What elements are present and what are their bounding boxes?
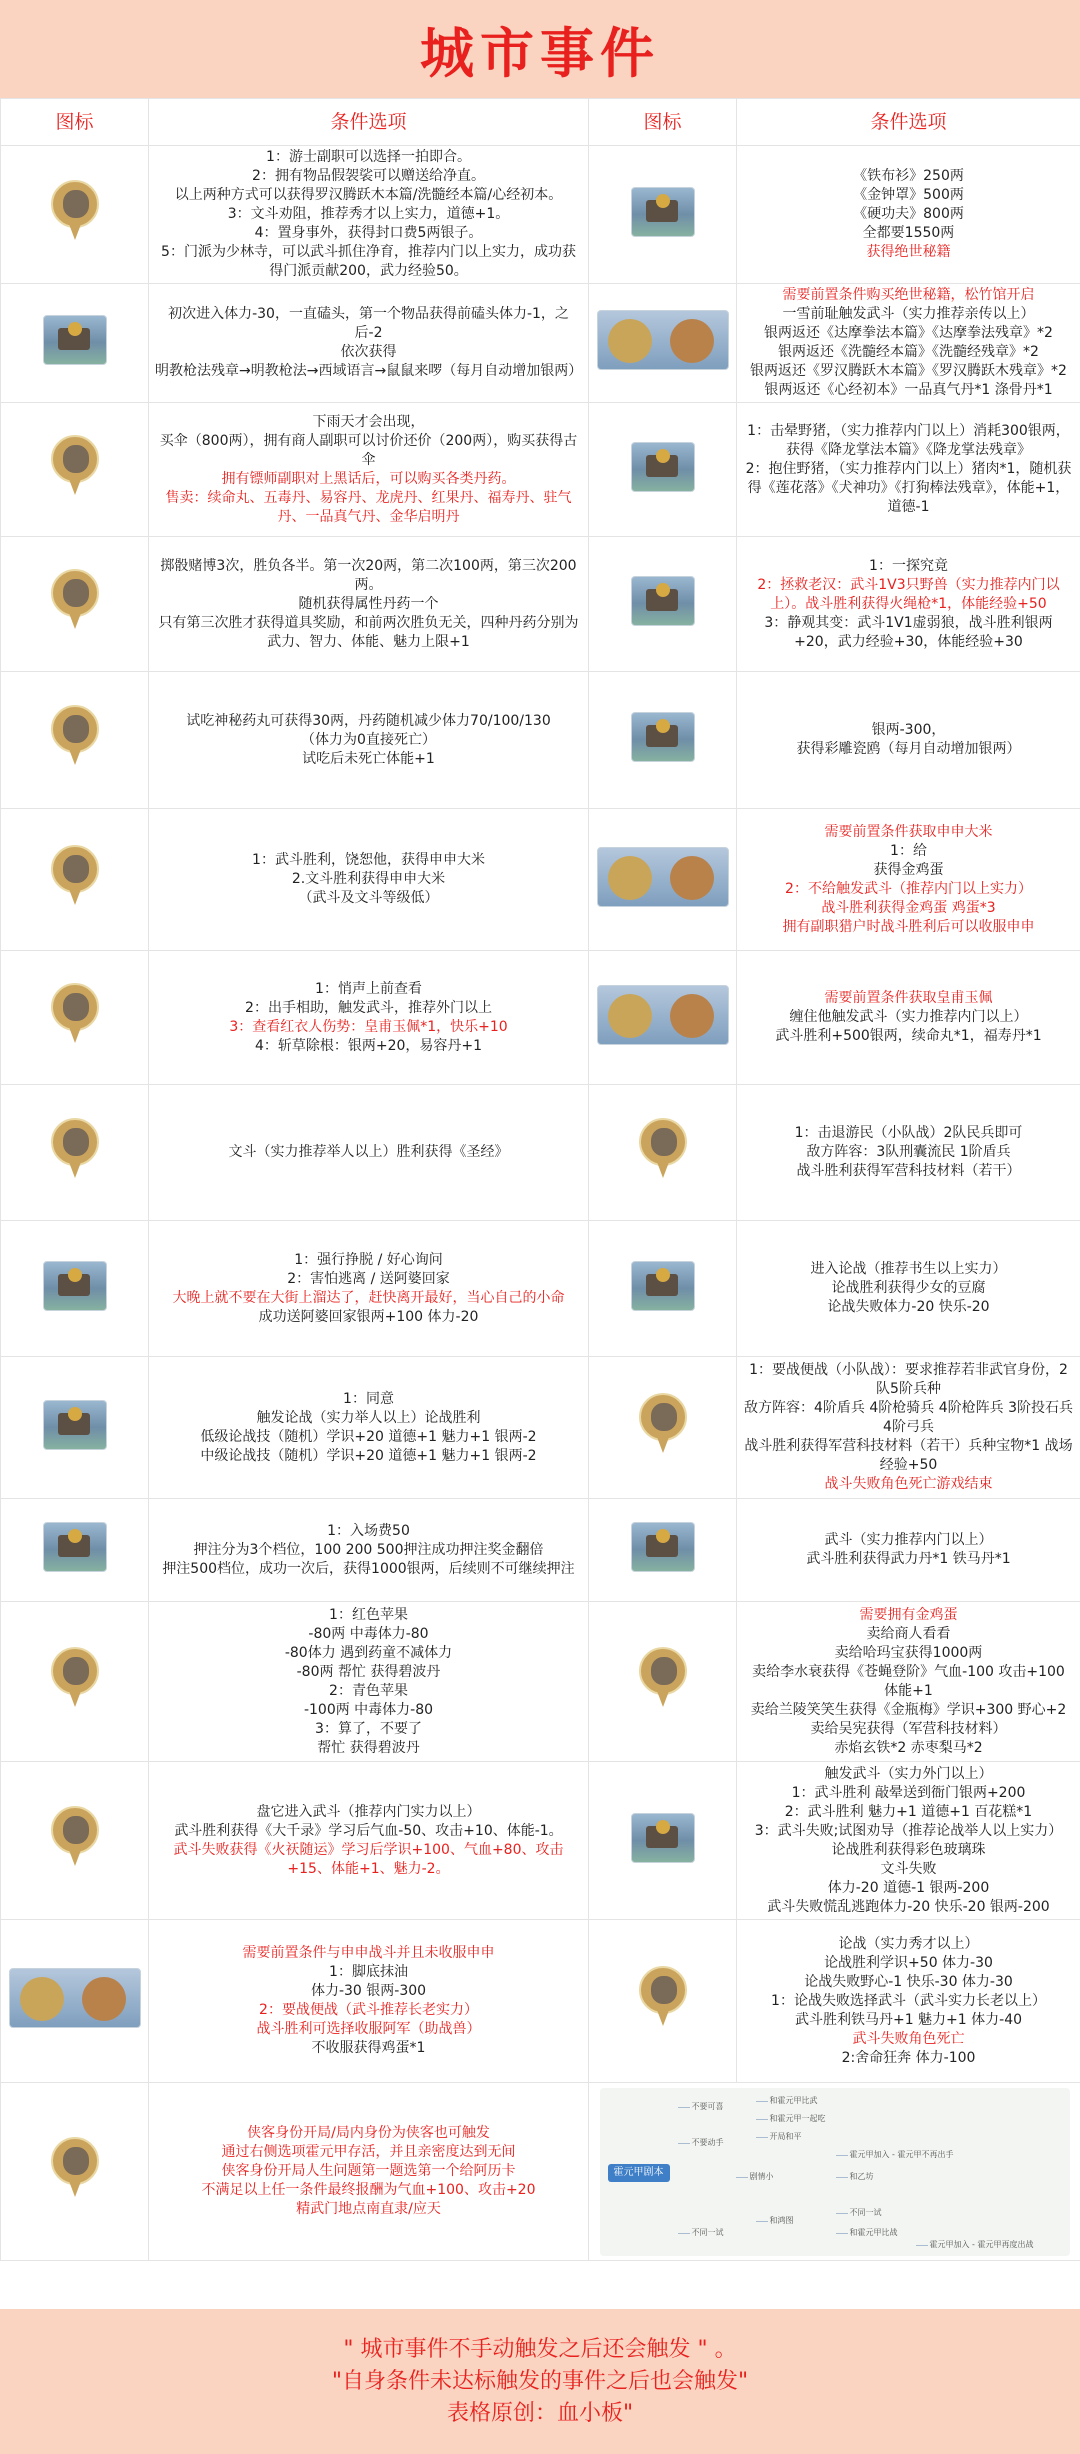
conditions-left — [149, 1920, 589, 2083]
conditions-left — [149, 1762, 589, 1920]
mind-map-node: 剧情小 — [749, 2171, 774, 2181]
table-row — [1, 809, 1080, 951]
condition-line: 2：不给触发武斗（推荐内门以上实力） — [785, 880, 1032, 897]
condition-line: 明教枪法残章→明教枪法→西域语言→鼠鼠来啰（每月自动增加银两） — [155, 363, 583, 379]
icon-cell-left — [1, 1085, 149, 1221]
conditions-right — [737, 672, 1080, 809]
icon-cell-left — [1, 951, 149, 1085]
mind-map-node: 开局和平 — [769, 2131, 802, 2141]
icon-cell-right — [589, 1357, 737, 1499]
condition-line: 需要前置条件购买绝世秘籍，松竹馆开启 — [782, 287, 1035, 303]
condition-line: -80两 中毒体力-80 — [308, 1625, 429, 1642]
condition-line: 卖给哈玛宝获得1000两 — [834, 1644, 983, 1661]
mind-map-node: 霍元甲加入 - 霍元甲再度出战 — [929, 2239, 1034, 2249]
condition-line: 1：击晕野猪，（实力推荐内门以上）消耗300银两，获得《降龙掌法本篇》《降龙掌法残章》 — [747, 423, 1070, 458]
merchant-icon[interactable] — [49, 435, 101, 499]
condition-line: 赤焰玄铁*2 赤枣梨马*2 — [834, 1739, 983, 1756]
mind-map-node: 不同一试 — [691, 2227, 724, 2237]
condition-line: 战斗失败角色死亡游戏结束 — [824, 1476, 993, 1492]
conditions-right — [737, 146, 1080, 284]
condition-line: 论战胜利获得彩色玻璃珠 — [831, 1841, 986, 1858]
icon-cell-right — [589, 1762, 737, 1920]
table-body — [1, 146, 1080, 2261]
conditions-left — [149, 1085, 589, 1221]
mind-map-connector — [678, 2107, 690, 2108]
conditions-right — [737, 1499, 1080, 1602]
condition-line: 1：给 — [890, 842, 927, 859]
header-icon-left: 图标 — [1, 99, 149, 146]
table-row — [1, 672, 1080, 809]
condition-line: 掷骰赌博3次，胜负各半。第一次20两，第二次100两，第三次200两。 — [160, 557, 577, 593]
mind-map-connector — [836, 2213, 848, 2214]
condition-line: 4：斩草除根：银两+20，易容丹+1 — [254, 1037, 483, 1054]
conditions-left — [149, 1221, 589, 1357]
icon-cell-right — [589, 1221, 737, 1357]
condition-line: 2：武斗胜利 魅力+1 道德+1 百花糕*1 — [784, 1803, 1033, 1820]
table-row — [1, 537, 1080, 672]
condition-line: 1：一探究竟 — [869, 557, 948, 574]
mind-map-connector — [678, 2143, 690, 2144]
condition-line: 论战胜利获得少女的豆腐 — [831, 1280, 986, 1296]
conditions-left — [149, 1602, 589, 1762]
mind-map-node: 和鸿图 — [769, 2215, 794, 2225]
two-portraits-icon[interactable] — [597, 310, 729, 370]
conditions-left — [149, 2083, 589, 2261]
condition-line: 以上两种方式可以获得罗汉腾跃木本篇/洗髓经本篇/心经初本。 — [174, 187, 563, 203]
condition-line: 卖给李水衰获得《苍蝇登阶》气血-100 攻击+100 体能+1 — [752, 1663, 1065, 1699]
lady-portrait-icon[interactable] — [631, 442, 695, 492]
icon-cell-left — [1, 809, 149, 951]
mountain-scene-icon[interactable] — [631, 576, 695, 626]
condition-line: 文斗（实力推荐举人以上）胜利获得《圣经》 — [228, 1144, 509, 1160]
icon-cell-right — [589, 1499, 737, 1602]
condition-line: 2：要战便战（武斗推荐长老实力） — [259, 2002, 478, 2018]
conditions-left — [149, 1357, 589, 1499]
village-girl-icon[interactable] — [49, 845, 101, 909]
mind-map-connector — [756, 2101, 768, 2102]
condition-line: 侠客身份开局人生问题第一题选第一个给阿历卡 — [221, 2163, 516, 2179]
condition-line: 触发武斗（实力外门以上） — [824, 1765, 993, 1782]
condition-line: 1：同意 — [343, 1390, 394, 1407]
bearded-warrior-icon[interactable] — [631, 1813, 695, 1863]
young-hero-icon[interactable] — [49, 2137, 101, 2201]
condition-line: 初次进入体力-30，一直磕头，第一个物品获得前磕头体力-1，之后-2 — [168, 306, 569, 341]
mind-map-connector — [756, 2119, 768, 2120]
condition-line: 敌方阵容：3队刑囊流民 1阶盾兵 — [806, 1144, 1011, 1160]
title-banner — [0, 0, 1080, 98]
table-row — [1, 1085, 1080, 1221]
condition-line: 2：拯救老汉：武斗1V3只野兽（实力推荐内门以上）。战斗胜利获得火绳枪*1，体能经验+50 — [757, 576, 1060, 612]
table-row — [1, 1602, 1080, 1762]
table-row — [1, 284, 1080, 403]
icon-cell-left — [1, 1602, 149, 1762]
condition-line: 论战（实力秀才以上） — [838, 1935, 979, 1952]
condition-line: 1：论战失败选择武斗（武斗实力长老以上） — [771, 1992, 1046, 2009]
official-icon[interactable] — [631, 1261, 695, 1311]
conditions-left — [149, 951, 589, 1085]
framed-portraits-icon[interactable] — [597, 985, 729, 1045]
bandit-icon[interactable] — [49, 983, 101, 1047]
condition-line: 中级论战技（随机）学识+20 道德+1 魅力+1 银两-2 — [200, 1447, 537, 1464]
condition-line: 依次获得 — [340, 344, 397, 360]
icon-cell-right — [589, 1920, 737, 2083]
condition-line: 试吃神秘药丸可获得30两，丹药随机减少体力70/100/130 — [186, 712, 551, 729]
footer-note — [0, 2309, 1080, 2454]
condition-line: 1：入场费50 — [327, 1522, 410, 1539]
condition-line: 战斗胜利获得金鸡蛋 鸡蛋*3 — [821, 899, 996, 916]
icon-cell-right — [589, 2083, 1080, 2261]
mind-map-node: 和乙坊 — [849, 2171, 874, 2181]
street-scene-icon[interactable] — [43, 1261, 107, 1311]
conditions-left — [149, 672, 589, 809]
condition-line: 3：文斗劝阻，推荐秀才以上实力，道德+1。 — [227, 206, 510, 222]
condition-line: 武斗失败慌乱逃跑体力-20 快乐-20 银两-200 — [767, 1898, 1050, 1915]
condition-line: 一雪前耻触发武斗（实力推荐亲传以上） — [782, 306, 1035, 322]
condition-line: 武斗胜利获得《大千录》学习后气血-50、攻击+10、体能-1。 — [174, 1822, 563, 1839]
condition-line: 买伞（800两），拥有商人副职可以讨价还价（200两），购买获得古伞 — [159, 432, 578, 468]
table-row — [1, 1762, 1080, 1920]
condition-line: 武斗（实力推荐内门以上） — [824, 1532, 993, 1548]
conditions-left — [149, 284, 589, 403]
conditions-right — [737, 1085, 1080, 1221]
condition-line: 需要前置条件获取皇甫玉佩 — [824, 990, 993, 1006]
pill-seller-icon[interactable] — [49, 705, 101, 769]
condition-line: 2：拥有物品假袈裟可以赠送给净直。 — [252, 168, 485, 184]
condition-line: 2：出手相助，触发武斗，推荐外门以上 — [245, 999, 492, 1016]
mind-map-node: 和霍元甲比战 — [849, 2227, 898, 2237]
condition-line: 下雨天才会出现， — [312, 413, 425, 430]
conditions-left — [149, 809, 589, 951]
conditions-left — [149, 537, 589, 672]
condition-line: 2：青色苹果 — [329, 1682, 408, 1699]
footer-line-2: "自身条件未达标触发的事件之后也会触发" — [331, 2368, 749, 2394]
icon-cell-left — [1, 672, 149, 809]
condition-line: 3：查看红衣人伤势：皇甫玉佩*1，快乐+10 — [229, 1018, 508, 1035]
condition-line: 随机获得属性丹药一个 — [298, 595, 439, 612]
page-title: 城市事件 — [420, 21, 660, 85]
table-row — [1, 1221, 1080, 1357]
condition-line: 3：算了，不要了 — [315, 1720, 422, 1737]
icon-cell-right — [589, 537, 737, 672]
table-row — [1, 403, 1080, 537]
icon-cell-left — [1, 1357, 149, 1499]
condition-line: （武斗及文斗等级低） — [298, 890, 439, 906]
teahouse-icon[interactable] — [43, 1522, 107, 1572]
swordswoman-icon[interactable] — [637, 1966, 689, 2030]
maiden-icon[interactable] — [631, 1522, 695, 1572]
condition-line: 1：悄声上前查看 — [315, 980, 422, 997]
condition-line: 论战失败野心-1 快乐-30 体力-30 — [804, 1973, 1013, 1990]
icon-cell-right — [589, 284, 737, 403]
icon-cell-left — [1, 1499, 149, 1602]
icon-cell-right — [589, 1085, 737, 1221]
condition-line: 1：强行挣脱 / 好心询问 — [294, 1251, 443, 1268]
condition-line: 战斗胜利可选择收服阿军（助战兽） — [256, 2021, 481, 2037]
condition-line: 获得绝世秘籍 — [866, 244, 951, 260]
condition-line: 2:舍命狂奔 体力-100 — [841, 2049, 976, 2066]
condition-line: 武斗失败获得《火祆随运》学习后学识+100、气血+80、攻击+15、体能+1、魅力-2。 — [173, 1841, 564, 1877]
condition-line: 《金钟罩》500两 — [853, 187, 964, 203]
conditions-left — [149, 1499, 589, 1602]
icon-cell-right — [589, 146, 737, 284]
mind-map-connector — [756, 2221, 768, 2222]
condition-line: 拥有副职猎户时战斗胜利后可以收服申申 — [782, 918, 1035, 935]
condition-line: 不满足以上任一条件最终报酬为气血+100、攻击+20 — [201, 2182, 536, 2198]
condition-line: 成功送阿婆回家银两+100 体力-20 — [258, 1308, 479, 1325]
scroll-book-icon[interactable] — [631, 187, 695, 237]
condition-line: -80两 帮忙 获得碧波丹 — [296, 1663, 441, 1680]
icon-cell-right — [589, 672, 737, 809]
condition-line: 获得彩雕瓷鸥（每月自动增加银两） — [796, 741, 1021, 757]
mind-map-connector — [836, 2177, 848, 2178]
condition-line: 1：红色苹果 — [329, 1606, 408, 1623]
mind-map-connector — [678, 2233, 690, 2234]
table-row — [1, 146, 1080, 284]
condition-line: 低级论战技（随机）学识+20 道德+1 魅力+1 银两-2 — [200, 1428, 537, 1445]
condition-line: 精武门地点南直隶/应天 — [296, 2201, 441, 2217]
condition-line: 体力-30 银两-300 — [310, 1983, 427, 1999]
parrot-icon[interactable] — [631, 712, 695, 762]
condition-line: 武斗失败角色死亡 — [852, 2030, 965, 2047]
header-condition-left: 条件选项 — [149, 99, 589, 146]
footer-line-1: " 城市事件不手动触发之后还会触发 " 。 — [343, 2336, 737, 2362]
conditions-right — [737, 1357, 1080, 1499]
condition-line: 拥有镖师副职对上黑话后，可以购买各类丹药。 — [221, 470, 516, 487]
events-table — [0, 98, 1080, 2261]
condition-line: 大晚上就不要在大街上溜达了，赶快离开最好，当心自己的小命 — [172, 1289, 565, 1306]
condition-line: 试吃后未死亡体能+1 — [302, 750, 435, 767]
condition-line: 售卖：续命丸、五毒丹、易容丹、龙虎丹、红果丹、福寿丹、驻气丹、一品真气丹、金华启明丹 — [165, 489, 572, 525]
avatar-monk-icon[interactable] — [49, 180, 101, 244]
condition-line: 1：要战便战（小队战）：要求推荐若非武官身份，2队5阶兵种 — [749, 1362, 1068, 1397]
condition-line: 论战胜利学识+50 体力-30 — [824, 1954, 993, 1971]
table-row — [1, 1499, 1080, 1602]
condition-line: 只有第三次胜才获得道具奖励，和前两次胜负无关，四种丹药分别为武力、智力、体能、魅力上限+1 — [158, 614, 579, 650]
condition-line: 4：置身事外，获得封口费5两银子。 — [254, 225, 483, 241]
condition-line: 银两返还《洗髓经本篇》《洗髓经残章》*2 — [778, 344, 1039, 360]
condition-line: 武斗胜利+500银两，续命丸*1，福寿丹*1 — [775, 1028, 1042, 1044]
mind-map-center: 霍元甲剧本 — [608, 2164, 670, 2182]
gambler-icon[interactable] — [49, 569, 101, 633]
condition-line: 5：门派为少林寺，可以武斗抓住净育，推荐内门以上实力，成功获得门派贡献200，武力经验50。 — [161, 244, 576, 279]
conditions-right — [737, 1762, 1080, 1920]
condition-line: 1：武斗胜利，饶恕他，获得申申大米 — [252, 852, 485, 868]
gate-tower-icon[interactable] — [43, 315, 107, 365]
condition-line: -80体力 遇到药童不减体力 — [284, 1644, 453, 1661]
conditions-left — [149, 146, 589, 284]
conditions-right — [737, 1920, 1080, 2083]
icon-cell-left — [1, 284, 149, 403]
conditions-right — [737, 1602, 1080, 1762]
warrior-icon[interactable] — [637, 1118, 689, 1182]
condition-line: 3：武斗失败;试图劝导（推荐论战举人以上实力） — [754, 1822, 1063, 1839]
mind-map-node: 不同一试 — [849, 2207, 882, 2217]
condition-line: 盘它进入武斗（推荐内门实力以上） — [256, 1803, 481, 1820]
icon-cell-left — [1, 1920, 149, 2083]
condition-line: 卖给商人看看 — [866, 1625, 951, 1642]
mind-map-diagram — [600, 2088, 1070, 2256]
mind-map-connector — [756, 2137, 768, 2138]
conditions-right — [737, 1221, 1080, 1357]
icon-cell-left — [1, 1221, 149, 1357]
condition-line: 论战失败体力-20 快乐-20 — [827, 1299, 990, 1315]
condition-line: 文斗失败 — [880, 1860, 937, 1877]
table-row — [1, 2083, 1080, 2261]
condition-line: 武斗胜利获得武力丹*1 铁马丹*1 — [806, 1551, 1011, 1567]
condition-line: 帮忙 获得碧波丹 — [317, 1739, 420, 1756]
mind-map-node: 不要可喜 — [691, 2101, 724, 2111]
condition-line: 银两返还《达摩拳法本篇》《达摩拳法残章》*2 — [764, 325, 1053, 341]
condition-line: 银两-300， — [871, 722, 946, 738]
icon-cell-right — [589, 951, 737, 1085]
apple-stall-icon[interactable] — [49, 1647, 101, 1711]
mind-map-node: 和霍元甲比武 — [769, 2095, 818, 2105]
condition-line: 侠客身份开局/局内身份为侠客也可触发 — [247, 2125, 490, 2141]
condition-line: 进入论战（推荐书生以上实力） — [810, 1261, 1007, 1277]
condition-line: 触发论战（实力举人以上）论战胜利 — [256, 1409, 481, 1426]
armored-fighter-icon[interactable] — [49, 1806, 101, 1870]
condition-line: 押注分为3个档位，100 200 500押注成功押注奖金翻倍 — [193, 1541, 544, 1558]
condition-line: 敌方阵容：4阶盾兵 4阶枪骑兵 4阶枪阵兵 3阶投石兵 4阶弓兵 — [744, 1400, 1073, 1435]
condition-line: 需要拥有金鸡蛋 — [859, 1606, 958, 1623]
icon-cell-right — [589, 809, 737, 951]
condition-line: 1：击退游民（小队战）2队民兵即可 — [794, 1125, 1023, 1141]
table-row — [1, 1920, 1080, 2083]
condition-line: 体力-20 道德-1 银两-200 — [827, 1879, 990, 1896]
condition-line: 不收服获得鸡蛋*1 — [311, 2040, 426, 2056]
two-heroes-icon[interactable] — [9, 1968, 141, 2028]
condition-line: 需要前置条件获取申申大米 — [824, 823, 993, 840]
condition-line: 1：武斗胜利 敲晕送到衙门银两+200 — [791, 1784, 1026, 1801]
icon-cell-right — [589, 1602, 737, 1762]
footer-credit: 表格原创：血小板" — [446, 2400, 634, 2426]
condition-line: 2：害怕逃离 / 送阿婆回家 — [287, 1270, 450, 1287]
condition-line: （体力为0直接死亡） — [301, 731, 436, 748]
header-icon-right: 图标 — [589, 99, 737, 146]
icon-cell-left — [1, 146, 149, 284]
condition-line: 银两返还《罗汉腾跃木本篇》《罗汉腾跃木残章》*2 — [750, 363, 1067, 379]
conditions-right — [737, 403, 1080, 537]
condition-line: 2.文斗胜利获得申申大米 — [291, 871, 446, 887]
header-condition-right: 条件选项 — [737, 99, 1080, 146]
condition-line: 《硬功夫》800两 — [853, 206, 964, 222]
mind-map-connector — [916, 2245, 928, 2246]
condition-line: 银两返还《心经初本》一品真气丹*1 涤骨丹*1 — [764, 382, 1053, 398]
condition-line: 2：抱住野猪，（实力推荐内门以上）猪肉*1，随机获得《莲花落》《犬神功》《打狗棒法残章》，体能+1，道德-1 — [745, 461, 1072, 515]
icon-cell-left — [1, 403, 149, 537]
condition-line: 押注500档位，成功一次后，获得1000银两，后续则不可继续押注 — [162, 1560, 575, 1577]
sky-scene-icon[interactable] — [43, 1400, 107, 1450]
condition-line: 全都要1550两 — [862, 225, 955, 241]
mind-map-connector — [836, 2233, 848, 2234]
icon-cell-left — [1, 1762, 149, 1920]
icon-cell-left — [1, 2083, 149, 2261]
condition-line: 通过右侧选项霍元甲存活，并且亲密度达到无间 — [221, 2144, 516, 2160]
icon-cell-left — [1, 537, 149, 672]
condition-line: -100两 中毒体力-80 — [303, 1701, 434, 1718]
condition-line: 武斗胜利铁马丹+1 魅力+1 体力-40 — [794, 2011, 1023, 2028]
condition-line: 卖给吴宪获得（军营科技材料） — [810, 1720, 1007, 1737]
condition-line: 《铁布衫》250两 — [853, 168, 964, 184]
condition-line: 战斗胜利获得军营科技材料（若干） — [796, 1163, 1021, 1179]
conditions-right — [737, 809, 1080, 951]
condition-line: 获得金鸡蛋 — [873, 861, 944, 878]
conditions-right — [737, 284, 1080, 403]
condition-line: 卖给兰陵笑笑生获得《金瓶梅》学识+300 野心+2 — [750, 1701, 1067, 1718]
conditions-right — [737, 951, 1080, 1085]
scholar-badge-icon[interactable] — [49, 1118, 101, 1182]
condition-line: 需要前置条件与申申战斗并且未收服申申 — [242, 1945, 495, 1961]
two-scenes-icon[interactable] — [597, 847, 729, 907]
mind-map-connector — [736, 2177, 748, 2178]
mind-map-connector — [836, 2155, 848, 2156]
elder-merchant-icon[interactable] — [637, 1647, 689, 1711]
condition-line: 1：游士副职可以选择一拍即合。 — [266, 149, 471, 165]
conditions-left — [149, 403, 589, 537]
condition-line: 3：静观其变：武斗1V1虚弱狼，战斗胜利银两+20，武力经验+30，体能经验+30 — [764, 614, 1053, 650]
icon-cell-right — [589, 403, 737, 537]
condition-line: 1：脚底抹油 — [329, 1964, 408, 1980]
condition-line: 缠住他触发武斗（实力推荐内门以上） — [789, 1009, 1028, 1025]
table-header-row — [1, 99, 1080, 146]
table-row — [1, 1357, 1080, 1499]
mind-map-node: 和霍元甲一起吃 — [769, 2113, 826, 2123]
conditions-right — [737, 537, 1080, 672]
mind-map-node: 霍元甲加入 - 霍元甲不再出手 — [849, 2149, 954, 2159]
soldier-icon[interactable] — [637, 1393, 689, 1457]
table-row — [1, 951, 1080, 1085]
mind-map-node: 不要动手 — [691, 2137, 724, 2147]
condition-line: 战斗胜利获得军营科技材料（若干）兵种宝物*1 战场经验+50 — [744, 1438, 1073, 1473]
